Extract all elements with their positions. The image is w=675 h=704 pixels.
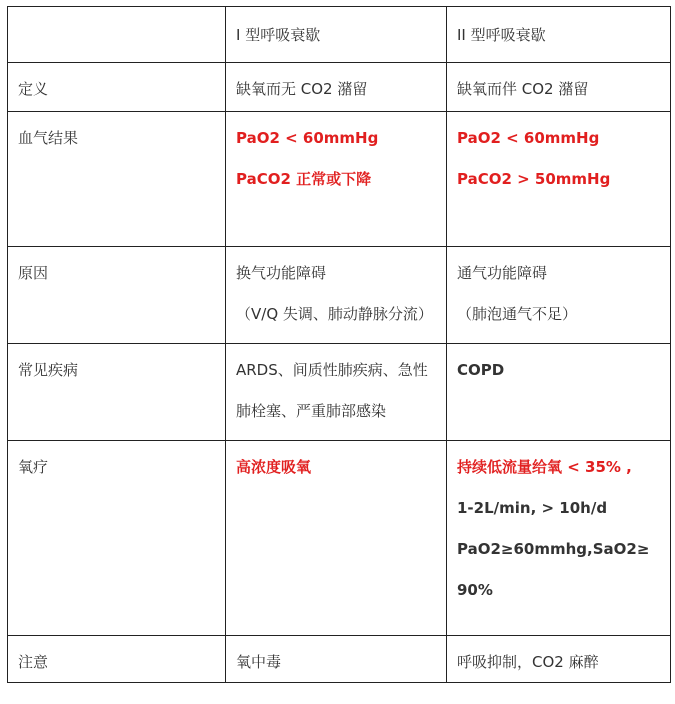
definition-type2: 缺氧而伴 CO2 潴留 [447,63,671,112]
oxygen-type2-line: 90% [457,581,493,599]
header-cell-empty [8,7,226,63]
row-label: 血气结果 [8,112,226,247]
row-label: 原因 [8,247,226,344]
header-type1: I 型呼吸衰歇 [226,7,447,63]
blood-gas-type2-line: PaO2 < 60mmHg [457,129,600,147]
header-type2: II 型呼吸衰歇 [447,7,671,63]
table-row-definition [8,63,671,112]
cause-type1 [226,247,447,344]
cause-type2-line: （肺泡通气不足） [457,305,578,323]
row-label: 注意 [8,636,226,683]
oxygen-type2 [447,441,671,636]
oxygen-type1-line: 高浓度吸氧 [236,458,312,476]
row-label: 定义 [8,63,226,112]
disease-type1-line: 肺栓塞、严重肺部感染 [236,402,387,420]
notes-type1: 氧中毒 [226,636,447,683]
disease-type2 [447,344,671,441]
cause-type2 [447,247,671,344]
oxygen-type2-line: PaO2≥60mmhg,SaO2≥ [457,540,650,558]
oxygen-type2-line: 1-2L/min, > 10h/d [457,499,608,517]
disease-type2-line: COPD [457,361,505,379]
oxygen-type1 [226,441,447,636]
cause-type2-line: 通气功能障碍 [457,264,548,282]
table-header-row [8,7,671,63]
blood-gas-type1-line: PaCO2 正常或下降 [236,170,372,188]
cause-type1-line: （V/Q 失调、肺动静脉分流） [236,305,433,323]
definition-type1: 缺氧而无 CO2 潴留 [226,63,447,112]
blood-gas-type1-line: PaO2 < 60mmHg [236,129,379,147]
blood-gas-type2-line: PaCO2 > 50mmHg [457,170,611,188]
disease-type1 [226,344,447,441]
table-row-blood-gas [8,112,671,247]
comparison-table [7,6,671,683]
table-row-oxygen-therapy [8,441,671,636]
table-row-cause [8,247,671,344]
blood-gas-type1 [226,112,447,247]
blood-gas-type2 [447,112,671,247]
oxygen-type2-line: 持续低流量给氧 < 35% , [457,458,632,476]
cause-type1-line: 换气功能障碍 [236,264,327,282]
row-label: 氧疗 [8,441,226,636]
notes-type2: 呼吸抑制，CO2 麻醉 [447,636,671,683]
disease-type1-line: ARDS、间质性肺疾病、急性 [236,361,428,379]
table-row-common-disease [8,344,671,441]
row-label: 常见疾病 [8,344,226,441]
table-row-notes [8,636,671,683]
